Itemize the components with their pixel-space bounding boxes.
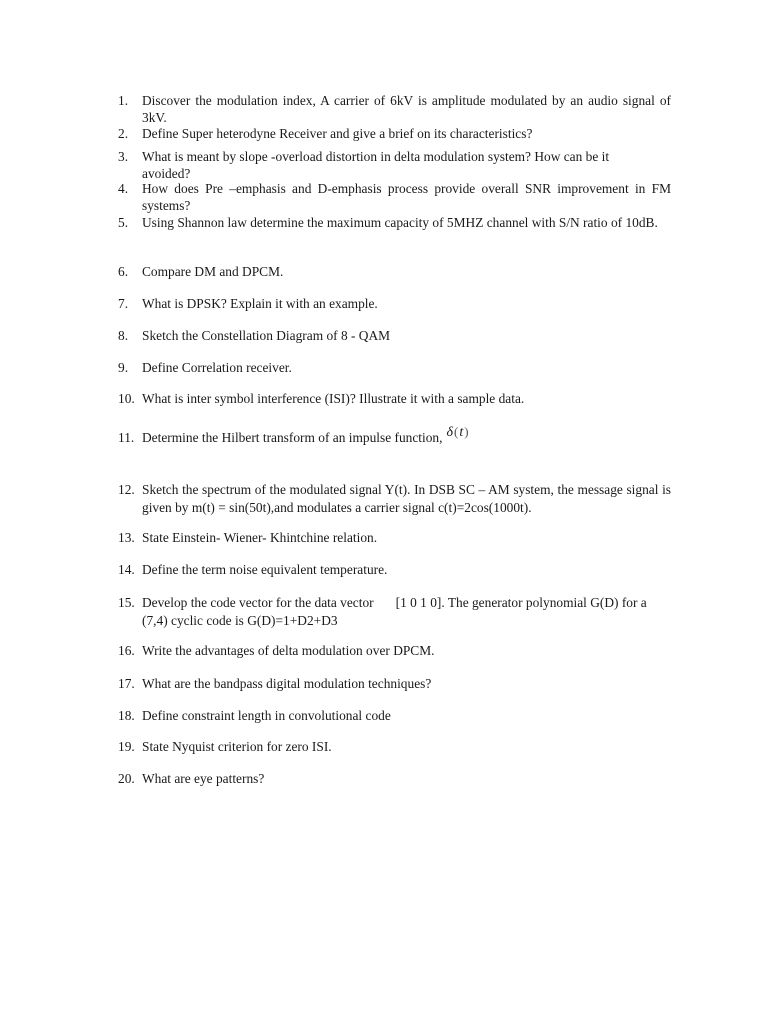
question-text: Sketch the Constellation Diagram of 8 - QAM xyxy=(142,328,391,343)
question-text: Using Shannon law determine the maximum capacity of 5MHZ channel with S/N ratio of 10dB. xyxy=(142,215,658,230)
question-text-part-a: Develop the code vector for the data vector xyxy=(142,595,374,610)
question-text: What is inter symbol interference (ISI)? Illustrate it with a sample data. xyxy=(142,391,525,406)
question-text: Sketch the spectrum of the modulated signal Y(t). In DSB SC – AM system, the message signal is given by m(t) = sin(50t),and modulates a carrier signal c(t)=2cos(1000t). xyxy=(142,482,671,515)
question-text: What are the bandpass digital modulation techniques? xyxy=(142,676,432,691)
delta-symbol: δ xyxy=(446,425,454,440)
question-17 xyxy=(118,676,671,693)
question-number: 15. xyxy=(118,595,135,610)
question-number: 18. xyxy=(118,708,135,723)
question-text: State Nyquist criterion for zero ISI. xyxy=(142,739,332,754)
delta-argument: t xyxy=(459,425,465,440)
question-text: Compare DM and DPCM. xyxy=(142,264,284,279)
question-text: Define constraint length in convolutional code xyxy=(142,708,391,723)
question-number: 6. xyxy=(118,264,129,279)
question-7 xyxy=(118,296,671,313)
question-9 xyxy=(118,360,671,377)
question-number: 17. xyxy=(118,676,135,691)
question-11 xyxy=(118,424,671,448)
question-5 xyxy=(118,214,671,232)
question-text: Define the term noise equivalent temperature. xyxy=(142,562,388,577)
question-text: Define Super heterodyne Receiver and give a brief on its characteristics? xyxy=(142,126,533,141)
question-text: What are eye patterns? xyxy=(142,771,265,786)
question-text: Write the advantages of delta modulation over DPCM. xyxy=(142,643,435,658)
question-number: 5. xyxy=(118,215,129,230)
delta-function-formula: δ(t) xyxy=(446,424,470,440)
question-14 xyxy=(118,562,671,579)
question-number: 8. xyxy=(118,328,129,343)
question-4 xyxy=(118,181,671,214)
question-text: Define Correlation receiver. xyxy=(142,360,292,375)
question-16 xyxy=(118,643,671,660)
question-text: State Einstein- Wiener- Khintchine relation. xyxy=(142,530,378,545)
question-6 xyxy=(118,264,671,281)
question-15 xyxy=(118,594,671,630)
question-number: 14. xyxy=(118,562,135,577)
question-1 xyxy=(118,93,671,126)
question-12 xyxy=(118,481,671,517)
question-number: 16. xyxy=(118,643,135,658)
question-number: 1. xyxy=(118,93,129,108)
question-text: Discover the modulation index, A carrier of 6kV is amplitude modulated by an audio signal of 3kV. xyxy=(142,93,671,125)
question-text: How does Pre –emphasis and D-emphasis process provide overall SNR improvement in FM systems? xyxy=(142,181,671,213)
question-text: What is meant by slope -overload distortion in delta modulation system? How can be it avoided? xyxy=(142,149,610,181)
question-number: 7. xyxy=(118,296,129,311)
question-text: Determine the Hilbert transform of an impulse function, xyxy=(142,430,443,445)
question-8 xyxy=(118,328,671,345)
question-number: 19. xyxy=(118,739,135,754)
question-number: 4. xyxy=(118,181,129,196)
question-number: 2. xyxy=(118,126,129,141)
question-20 xyxy=(118,771,671,788)
question-number: 13. xyxy=(118,530,135,545)
question-18 xyxy=(118,708,671,725)
question-3 xyxy=(118,149,671,182)
question-13 xyxy=(118,530,671,547)
question-2 xyxy=(118,126,671,143)
question-number: 9. xyxy=(118,360,129,375)
question-number: 10. xyxy=(118,391,135,406)
question-number: 20. xyxy=(118,771,135,786)
question-number: 3. xyxy=(118,149,129,164)
question-number: 11. xyxy=(118,430,135,445)
question-text: What is DPSK? Explain it with an example. xyxy=(142,296,378,311)
question-19 xyxy=(118,739,671,756)
question-text xyxy=(142,594,671,630)
question-10 xyxy=(118,391,671,408)
question-text-part-b: [1 0 1 0]. The generator polynomial G(D) for a (7,4) cyclic code is G(D)=1+D2+D3 xyxy=(142,595,647,628)
question-number: 12. xyxy=(118,482,135,497)
